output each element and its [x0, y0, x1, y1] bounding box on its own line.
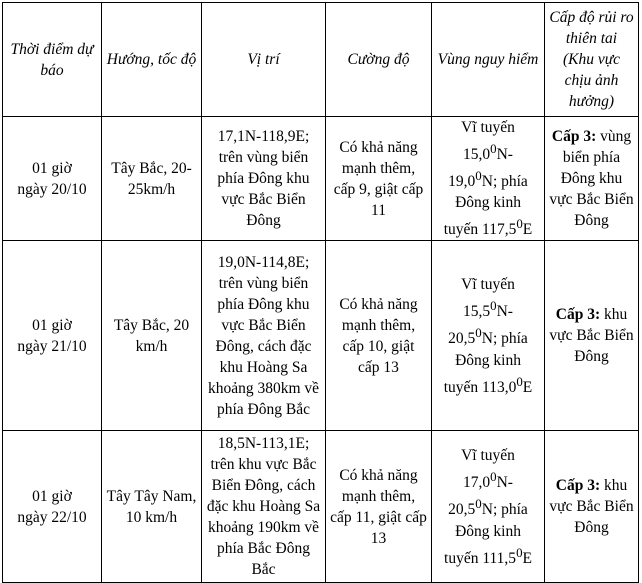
intensity-cell: Có khả năng mạnh thêm, cấp 10, giật cấp 13 [326, 241, 432, 431]
position-cell: 19,0N-114,8E; trên vùng biển phía Đông khu vực Bắc Biển Đông, cách đặc khu Hoàng Sa khoảng 380km về phía Đông Bắc [202, 241, 326, 431]
risk-level: Cấp 3: [555, 306, 601, 324]
intensity-cell: Có khả năng mạnh thêm, cấp 9, giật cấp 11 [326, 117, 432, 241]
table-header-row [3, 3, 639, 117]
table-row [3, 241, 639, 431]
time-hour: 01 giờ [32, 316, 72, 334]
risk-cell [545, 241, 639, 431]
header-danger-zone: Vùng nguy hiểm [432, 3, 545, 117]
forecast-table [2, 2, 639, 583]
position-cell: 17,1N-118,9E; trên vùng biển phía Đông khu vực Bắc Biển Đông [202, 117, 326, 241]
header-position: Vị trí [202, 3, 326, 117]
intensity-cell: Có khả năng mạnh thêm, cấp 11, giật cấp 13 [326, 431, 432, 583]
direction-cell: Tây Bắc, 20-25km/h [102, 117, 202, 241]
risk-cell [545, 431, 639, 583]
time-date: ngày 22/10 [17, 508, 87, 526]
time-date: ngày 20/10 [17, 180, 87, 198]
position-cell: 18,5N-113,1E; trên khu vực Bắc Biển Đông, cách đặc khu Hoàng Sa khoảng 190km về phía Bắc Đông Bắc [202, 431, 326, 583]
time-date: ngày 21/10 [17, 337, 87, 355]
risk-area: vùng biển phía Đông khu vực Bắc Biển Đông [549, 128, 634, 230]
risk-area: khu vực Bắc Biển Đông [549, 306, 634, 366]
time-cell [3, 241, 102, 431]
direction-cell: Tây Bắc, 20 km/h [102, 241, 202, 431]
time-cell [3, 117, 102, 241]
danger-zone-cell: Vĩ tuyến 15,5$^0$N- 20,5$^0$N; phía Đông kinh tuyến 113,0$^0$E [432, 241, 545, 431]
risk-level: Cấp 3: [555, 477, 601, 495]
header-intensity: Cường độ [326, 3, 432, 117]
danger-zone-cell: Vĩ tuyến 15,0$^0$N- 19,0$^0$N; phía Đông kinh tuyến 117,5$^0$E [432, 117, 545, 241]
time-cell [3, 431, 102, 583]
time-hour: 01 giờ [32, 487, 72, 505]
table-row [3, 431, 639, 583]
risk-area: khu vực Bắc Biển Đông [549, 477, 634, 537]
risk-cell [545, 117, 639, 241]
risk-level: Cấp 3: [551, 128, 597, 146]
header-risk: Cấp độ rủi ro thiên tai (Khu vực chịu ảnh hưởng) [545, 3, 639, 117]
header-direction: Hướng, tốc độ [102, 3, 202, 117]
direction-cell: Tây Tây Nam, 10 km/h [102, 431, 202, 583]
danger-zone-cell: Vĩ tuyến 17,0$^0$N- 20,5$^0$N; phía Đông kinh tuyến 111,5$^0$E [432, 431, 545, 583]
time-hour: 01 giờ [32, 159, 72, 177]
header-time: Thời điểm dự báo [3, 3, 102, 117]
table-row [3, 117, 639, 241]
